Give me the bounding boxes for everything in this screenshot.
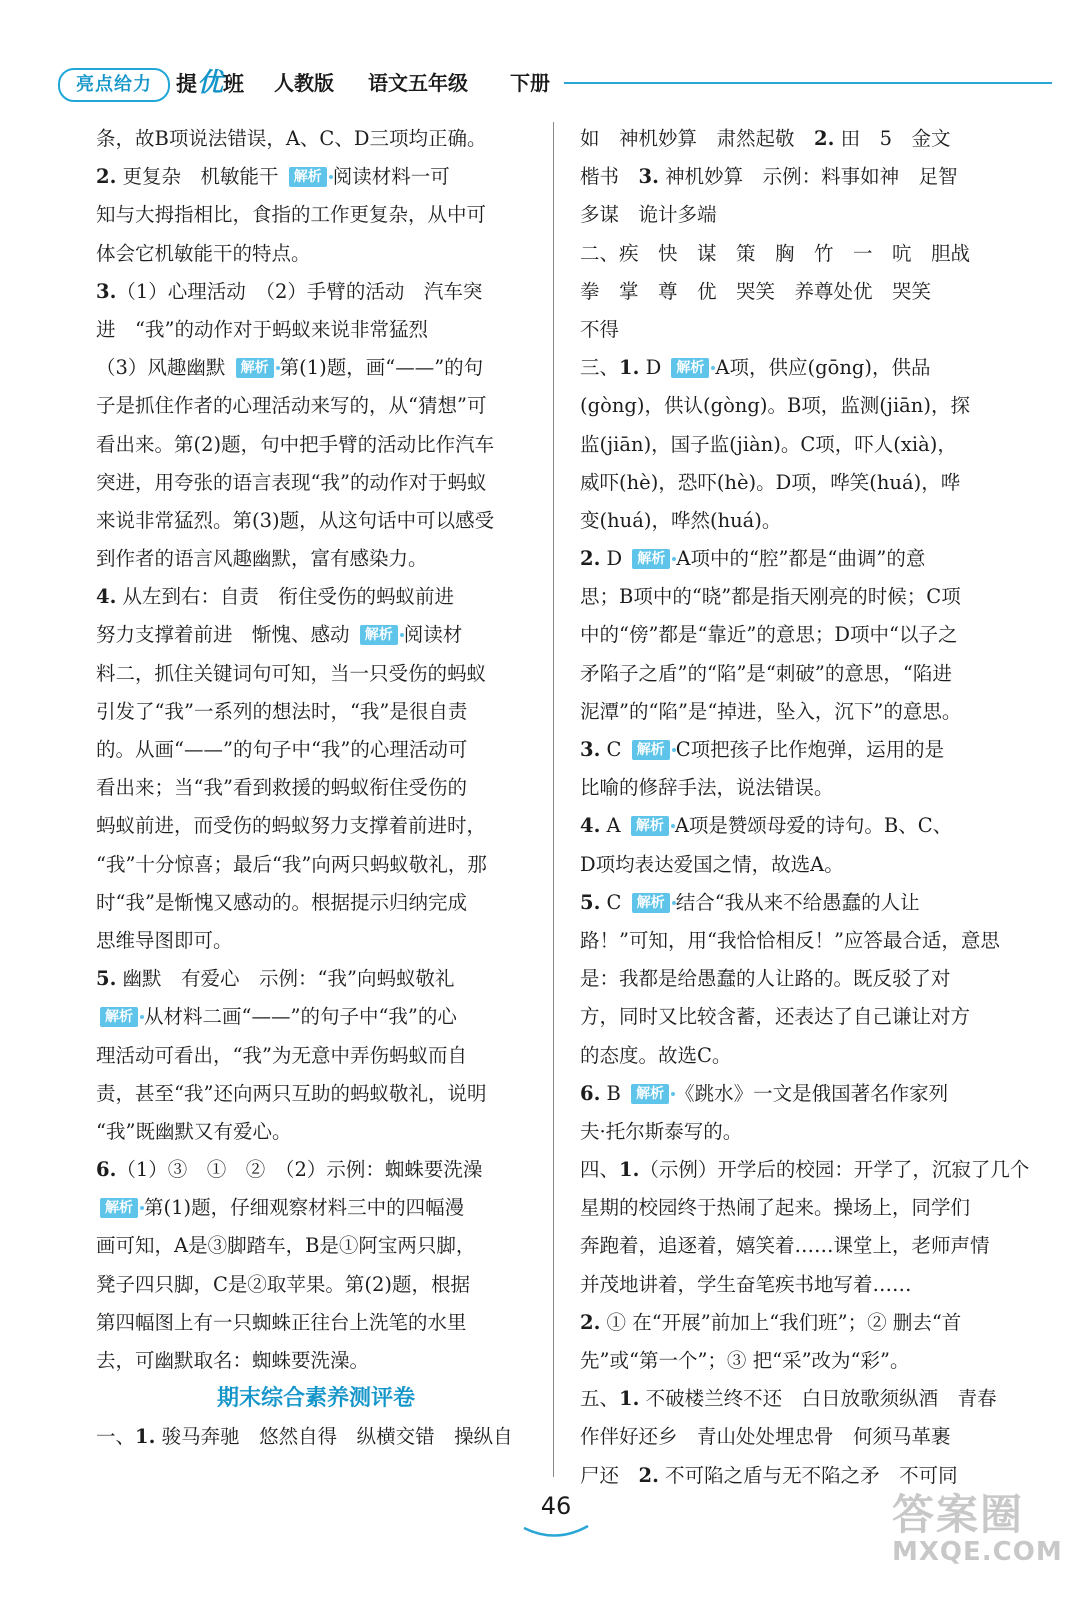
answer-text: 泥潭”的“陷”是“掉进，坠入，沉下”的意思。 (580, 699, 962, 723)
right-column-line (580, 1342, 1056, 1380)
answer-text: 尸还 (580, 1463, 639, 1487)
analysis-tag: 解析 (671, 358, 709, 378)
left-column-line (96, 426, 536, 464)
right-column-line (580, 1227, 1056, 1265)
left-column-line (96, 387, 536, 425)
answer-text: 思维导图即可。 (96, 928, 233, 952)
right-column-line (580, 158, 1056, 196)
left-column-line (96, 769, 536, 807)
question-number: 2. (814, 127, 835, 150)
answer-text: D (639, 356, 668, 380)
left-column-line (96, 1342, 536, 1380)
answer-text: 二、疾 快 谋 策 胸 竹 一 吭 胆战 (580, 241, 971, 265)
analysis-tag: 解析 (632, 740, 670, 760)
answer-text: 拳 掌 尊 优 哭笑 养尊处优 哭笑 (580, 279, 932, 303)
right-column-line (580, 884, 1056, 922)
question-number: 6. (96, 1158, 117, 1182)
answer-text: 阅读材料一可 (332, 165, 450, 189)
answer-text: A项，供应(gōng)，供品 (715, 356, 931, 380)
right-column-line (580, 1418, 1056, 1456)
left-column-line (96, 235, 536, 273)
left-column-line (96, 960, 536, 998)
subject-label: 语文五年级 (368, 71, 468, 95)
answer-text: （1）心理活动 （2）手臂的活动 汽车突 (116, 279, 483, 303)
question-number: 2. (638, 1463, 659, 1487)
analysis-tag: 解析 (360, 625, 398, 645)
left-column-line (96, 922, 536, 960)
right-column-line (580, 960, 1056, 998)
answer-text: 监(jiān)，国子监(jiàn)。C项，吓人(xià)， (580, 432, 957, 456)
right-column-line (580, 120, 1056, 158)
question-number: 4. (580, 814, 601, 838)
answer-text: 阅读材 (403, 623, 463, 647)
answer-text: 中的“傍”都是“靠近”的意思；D项中“以子之 (580, 623, 958, 647)
answer-text: 结合“我从来不给愚蠢的人让 (675, 890, 920, 914)
answer-text: 责，甚至“我”还向两只互助的蚂蚁敬礼，说明 (96, 1081, 487, 1105)
answer-text: 引发了“我”一系列的想法时，“我”是很自责 (96, 699, 468, 723)
left-column-line (96, 1227, 536, 1265)
question-number: 1. (619, 356, 640, 380)
right-column-line (580, 807, 1056, 845)
series-title-post: 班 (223, 72, 245, 96)
right-column-line (580, 426, 1056, 464)
answer-text: 第(1)题，画“——”的句 (279, 356, 484, 380)
right-column-line (580, 311, 1056, 349)
answer-text: C (600, 890, 628, 914)
answer-text: （1）③ ① ② （2）示例：蜘蛛要洗澡 (116, 1158, 483, 1182)
answer-text: 看出来；当“我”看到救援的蚂蚁衔住受伤的 (96, 776, 467, 800)
right-column-line (580, 769, 1056, 807)
right-column-line (580, 502, 1056, 540)
left-column-line (96, 1304, 536, 1342)
answer-text: 不破楼兰终不还 白日放歌须纵酒 青春 (639, 1387, 997, 1411)
left-column-line (96, 158, 536, 196)
answer-text: 努力支撑着前进 惭愧、感动 (96, 623, 356, 647)
answer-text: D (600, 547, 629, 571)
answer-text: “我”十分惊喜；最后“我”向两只蚂蚁敬礼，那 (96, 852, 487, 876)
answer-text: 子是抓住作者的心理活动来写的，从“猜想”可 (96, 394, 487, 418)
right-column-line (580, 922, 1056, 960)
question-number: 1. (619, 1158, 640, 1182)
answer-text: 奔跑着，追逐着，嬉笑着……课堂上，老师声情 (580, 1234, 990, 1258)
answer-text: 四、 (580, 1158, 620, 1182)
answer-text: (gòng)，供认(gòng)。B项，监测(jiān)，探 (580, 394, 970, 418)
right-column-line (580, 1037, 1056, 1075)
column-divider (553, 122, 554, 1477)
right-column-line (580, 1189, 1056, 1227)
right-column-line (580, 655, 1056, 693)
right-column-line (580, 1075, 1056, 1113)
right-column-line (580, 1151, 1056, 1189)
left-column-line (96, 464, 536, 502)
question-number: 2. (96, 165, 117, 189)
answer-text: D项均表达爱国之情，故选A。 (580, 852, 844, 876)
left-column-line (96, 1151, 536, 1189)
right-column-line (580, 196, 1056, 234)
answer-text: 更复杂 机敏能干 (116, 165, 285, 189)
answer-text: 幽默 有爱心 示例：“我”向蚂蚁敬礼 (116, 967, 455, 991)
left-column-line (96, 693, 536, 731)
answer-text: 时“我”是惭愧又感动的。根据提示归纳完成 (96, 890, 467, 914)
right-column-line (580, 464, 1056, 502)
answer-text: B (600, 1081, 628, 1105)
question-number: 4. (96, 585, 117, 609)
left-column-line (96, 807, 536, 845)
answer-text: 夫·托尔斯泰写的。 (580, 1119, 743, 1143)
right-column-line (580, 731, 1056, 769)
answer-text: 比喻的修辞手法，说法错误。 (580, 776, 834, 800)
right-column-line (580, 616, 1056, 654)
question-number: 3. (638, 165, 659, 189)
answer-text: （3）风趣幽默 (96, 356, 232, 380)
right-column-line (580, 578, 1056, 616)
answer-text: 凳子四只脚，C是②取苹果。第(2)题，根据 (96, 1272, 471, 1296)
answer-text: ① 在“开展”前加上“我们班”；② 删去“首 (600, 1310, 962, 1334)
right-column-line (580, 1380, 1056, 1418)
answer-text: 到作者的语言风趣幽默，富有感染力。 (96, 547, 428, 571)
section-heading: 期末综合素养测评卷 (216, 1386, 415, 1412)
analysis-tag: 解析 (632, 893, 670, 913)
answer-text: 从左到右：自责 衔住受伤的蚂蚁前进 (116, 585, 455, 609)
volume-label: 下册 (510, 71, 550, 95)
answer-text: 不可陷之盾与无不陷之矛 不可同 (658, 1463, 958, 1487)
answer-text: 来说非常猛烈。第(3)题，从这句话中可以感受 (96, 508, 495, 532)
answer-text: 知与大拇指相比，食指的工作更复杂，从中可 (96, 203, 487, 227)
answer-text: 楷书 (580, 165, 639, 189)
right-column-line (580, 693, 1056, 731)
right-column-line (580, 1304, 1056, 1342)
answer-text: 突进，用夸张的语言表现“我”的动作对于蚂蚁 (96, 470, 487, 494)
answer-text: 看出来。第(2)题，句中把手臂的活动比作汽车 (96, 432, 495, 456)
left-column-line (96, 1037, 536, 1075)
answer-text: 三、 (580, 356, 620, 380)
left-column-line (96, 884, 536, 922)
left-column-line (96, 196, 536, 234)
answer-text: 去，可幽默取名：蜘蛛要洗澡。 (96, 1349, 370, 1372)
answer-text: 变(huá)，哗然(huá)。 (580, 508, 782, 532)
left-column-line (96, 1113, 536, 1151)
answer-text: 进 “我”的动作对于蚂蚁来说非常猛烈 (96, 317, 428, 341)
left-column-line (96, 578, 536, 616)
right-column-line (580, 235, 1056, 273)
answer-text: 路！”可知，用“我恰恰相反！”应答最合适，意思 (580, 928, 1000, 952)
answer-text: A项是赞颂母爱的诗句。B、C、 (674, 814, 953, 838)
watermark-url: MXQE.COM (892, 1537, 1063, 1567)
analysis-tag: 解析 (100, 1007, 138, 1027)
answer-text: A (600, 814, 627, 838)
analysis-tag: 解析 (236, 358, 274, 378)
left-column-line (96, 846, 536, 884)
page-number-ornament-icon (520, 1522, 592, 1540)
question-number: 6. (580, 1081, 601, 1105)
question-number: 3. (580, 738, 601, 761)
answer-text: C (600, 738, 628, 761)
answer-text: 作伴好还乡 青山处处埋忠骨 何须马革裹 (580, 1425, 951, 1449)
answer-text: 并茂地讲着，学生奋笔疾书地写着…… (580, 1272, 912, 1296)
answer-text: 画可知，A是③脚踏车，B是①阿宝两只脚， (96, 1234, 476, 1258)
answer-text: 矛陷子之盾”的“陷”是“刺破”的意思，“陷进 (580, 661, 952, 685)
right-column-line (580, 846, 1056, 884)
right-column-line (580, 1113, 1056, 1151)
left-column-line (96, 616, 536, 654)
answer-text: 如 神机妙算 肃然起敬 (580, 127, 815, 150)
answer-text: 星期的校园终于热闹了起来。操场上，同学们 (580, 1196, 971, 1220)
left-column-line (96, 273, 536, 311)
watermark-logo (892, 1492, 1072, 1572)
left-column-line (96, 502, 536, 540)
right-column-line (580, 540, 1056, 578)
right-column-line (580, 273, 1056, 311)
right-column-line (580, 1266, 1056, 1304)
answer-text: 第(1)题，仔细观察材料三中的四幅漫 (144, 1196, 465, 1220)
analysis-tag: 解析 (289, 167, 327, 187)
answer-text: 思；B项中的“晓”都是指天刚亮的时候；C项 (580, 585, 961, 609)
question-number: 1. (135, 1425, 156, 1449)
left-column-line (96, 120, 536, 158)
answer-text: 第四幅图上有一只蜘蛛正往台上洗笔的水里 (96, 1310, 467, 1334)
series-title-accent: 优 (197, 68, 224, 98)
left-column-line (96, 998, 536, 1036)
page-number: 46 (540, 1492, 572, 1520)
left-column-line (96, 1075, 536, 1113)
left-column-line (96, 311, 536, 349)
series-title-pre: 提 (176, 72, 197, 96)
analysis-tag: 解析 (632, 549, 670, 569)
page-header (52, 60, 1052, 102)
answer-text: （示例）开学后的校园：开学了，沉寂了几个 (639, 1158, 1030, 1182)
right-column-line (580, 349, 1056, 387)
left-column-line (96, 349, 536, 387)
answer-text: C项把孩子比作炮弹，运用的是 (675, 738, 945, 761)
answer-text: “我”既幽默又有爱心。 (96, 1119, 292, 1143)
question-number: 5. (580, 890, 601, 914)
question-number: 2. (580, 547, 601, 571)
analysis-tag: 解析 (631, 1084, 669, 1104)
answer-text: 方，同时又比较含蓄，还表达了自己谦让对方 (580, 1005, 971, 1029)
watermark-title: 答案圈 (892, 1490, 1025, 1539)
answer-text: 威吓(hè)，恐吓(hè)。D项，哗笑(huá)，哗 (580, 470, 961, 494)
answer-text: 多谋 诡计多端 (580, 203, 717, 227)
right-column-line (580, 998, 1056, 1036)
answer-text: A项中的“腔”都是“曲调”的意 (676, 547, 926, 571)
left-column-line (96, 731, 536, 769)
brand-logo: 亮点给力 (58, 68, 170, 102)
answer-text: 田 5 金文 (834, 127, 951, 150)
series-title (176, 68, 244, 99)
answer-text: 的。从画“——”的句子中“我”的心理活动可 (96, 738, 468, 761)
question-number: 1. (619, 1387, 640, 1411)
answer-text: 的态度。故选C。 (580, 1043, 732, 1067)
answer-text: 条，故B项说法错误，A、C、D三项均正确。 (96, 127, 487, 150)
answer-text: 蚂蚁前进，而受伤的蚂蚁努力支撑着前进时， (96, 814, 487, 838)
answer-text: 不得 (580, 317, 620, 341)
answer-text: 是：我都是给愚蠢的人让路的。既反驳了对 (580, 967, 951, 991)
analysis-tag: 解析 (100, 1198, 138, 1218)
left-column-line (96, 1418, 536, 1456)
analysis-tag: 解析 (631, 816, 669, 836)
answer-text: 神机妙算 示例：料事如神 足智 (658, 165, 958, 189)
answer-text: 体会它机敏能干的特点。 (96, 241, 311, 265)
question-number: 2. (580, 1310, 601, 1334)
answer-column-right (580, 120, 1056, 1495)
answer-text: 理活动可看出，“我”为无意中弄伤蚂蚁而自 (96, 1043, 467, 1067)
answer-text: 从材料二画“——”的句子中“我”的心 (144, 1005, 457, 1029)
answer-column-left (96, 120, 536, 1457)
answer-text: 五、 (580, 1387, 620, 1411)
left-column-line (96, 655, 536, 693)
question-number: 5. (96, 967, 117, 991)
left-column-line (96, 540, 536, 578)
answer-text: 《跳水》一文是俄国著名作家列 (675, 1081, 949, 1105)
header-rule (564, 82, 1052, 84)
left-column-line (96, 1266, 536, 1304)
right-column-line (580, 387, 1056, 425)
question-number: 3. (96, 279, 117, 303)
answer-text: 一、 (96, 1425, 136, 1449)
edition-label: 人教版 (274, 71, 334, 95)
left-column-line (96, 1189, 536, 1227)
answer-text: 先”或“第一个”；③ 把“采”改为“彩”。 (580, 1349, 910, 1372)
answer-text: 骏马奔驰 悠然自得 纵横交错 操纵自 (155, 1425, 513, 1449)
answer-text: 料二，抓住关键词句可知，当一只受伤的蚂蚁 (96, 661, 487, 685)
